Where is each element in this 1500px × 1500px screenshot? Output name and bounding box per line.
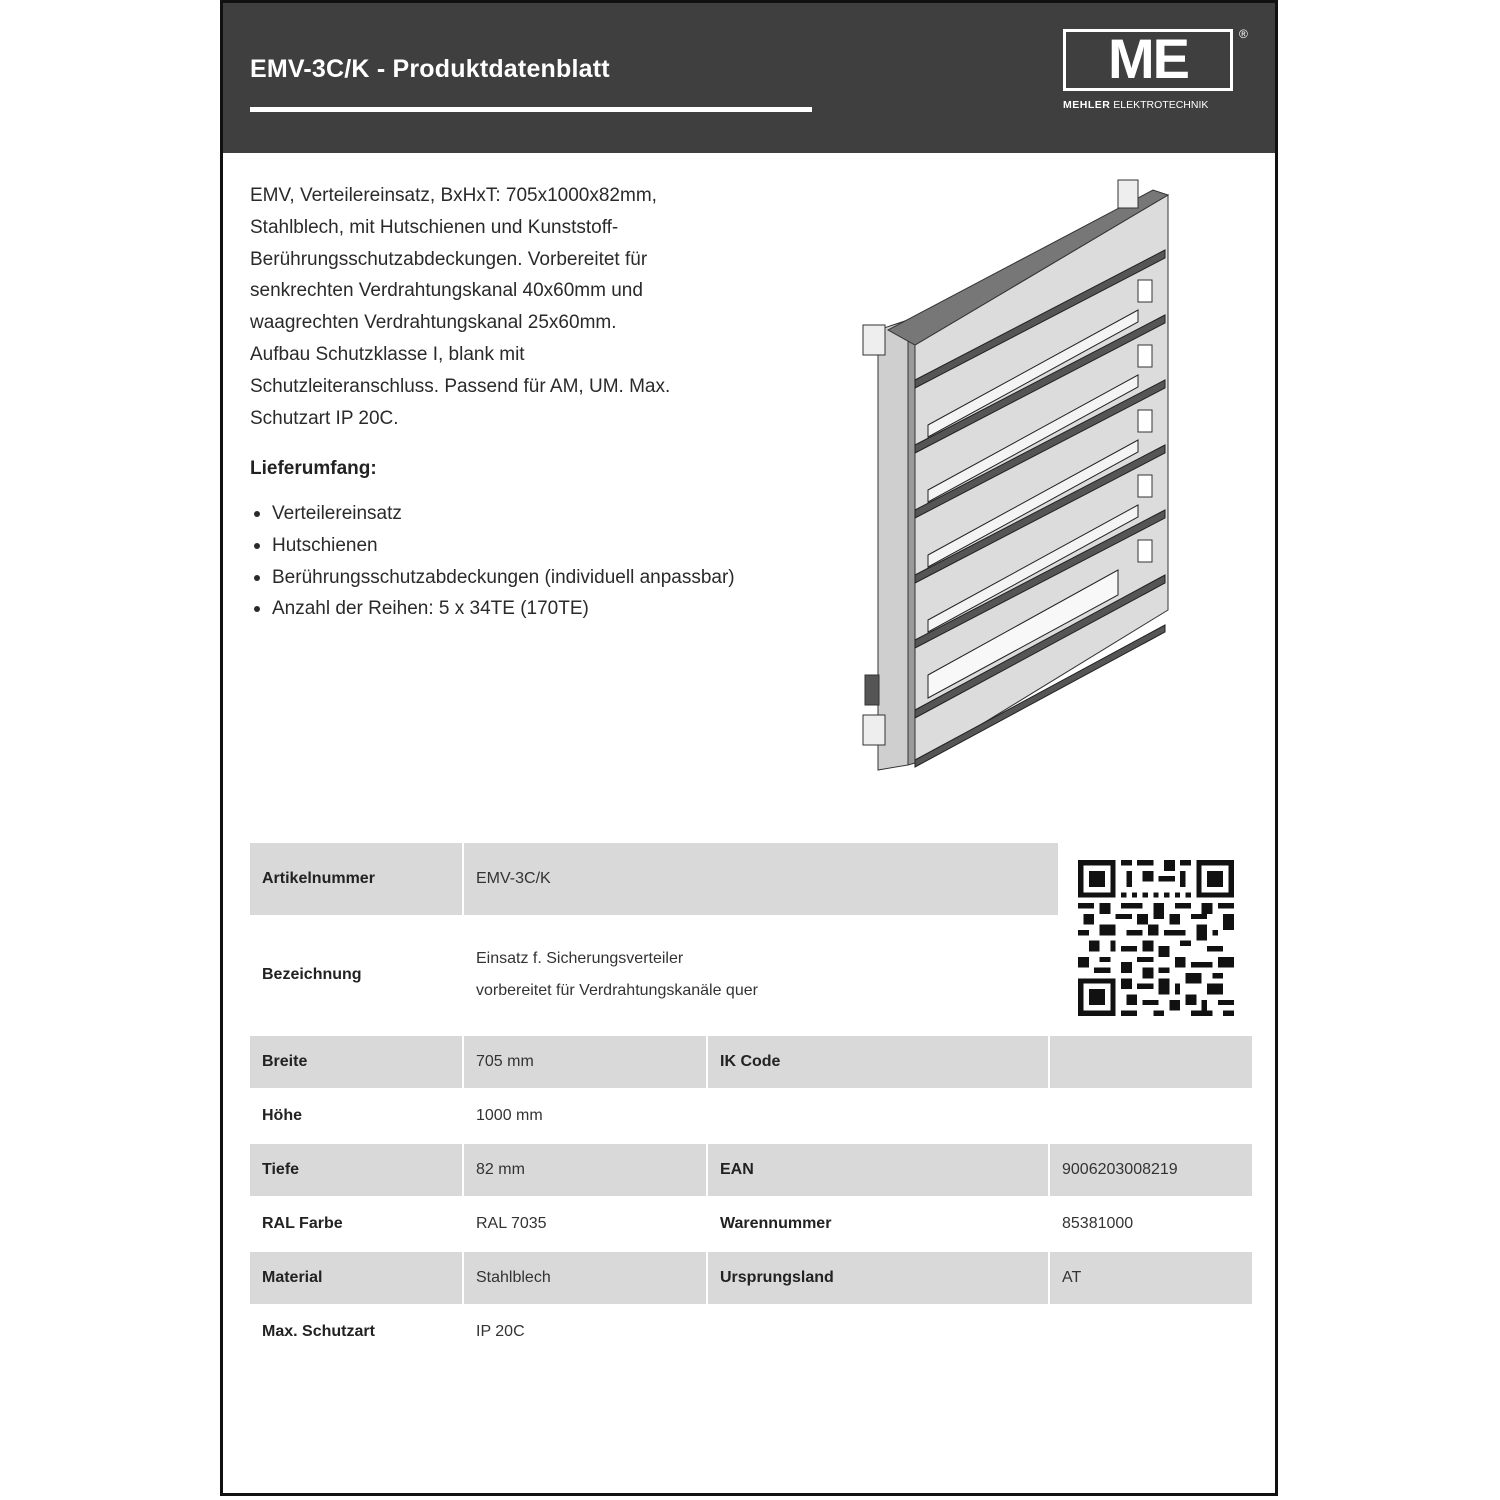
value-max-schutzart: IP 20C (476, 1323, 525, 1340)
spec-row-ral-farbe (250, 1198, 1252, 1250)
label-material: Material (250, 1252, 462, 1304)
label-tiefe: Tiefe (250, 1144, 462, 1196)
description-line: Aufbau Schutzklasse I, blank mit (250, 343, 525, 365)
label-hoehe: Höhe (262, 1107, 302, 1124)
description-line: EMV, Verteilereinsatz, BxHxT: 705x1000x82mm, (250, 185, 657, 206)
mehler-logo (1063, 27, 1248, 117)
value-bezeichnung (464, 915, 1058, 1035)
bezeichnung-line: Einsatz f. Sicherungsverteiler (476, 950, 684, 967)
qr-code (1078, 860, 1234, 1016)
description-line: senkrechten Verdrahtungskanal 40x60mm und (250, 280, 643, 302)
spec-row-schutzart (250, 1306, 1252, 1358)
label-max-schutzart: Max. Schutzart (262, 1323, 375, 1340)
scope-item: Verteilereinsatz (250, 498, 750, 530)
scope-item: Hutschienen (250, 530, 750, 562)
value-ean: 9006203008219 (1050, 1144, 1252, 1196)
spec-row-tiefe (250, 1144, 1252, 1196)
label-artikelnummer: Artikelnummer (250, 843, 462, 915)
spec-row-breite (250, 1036, 1252, 1088)
page-title: EMV-3C/K - Produktdatenblatt (250, 55, 610, 83)
product-description (250, 180, 745, 434)
label-warennummer: Warennummer (720, 1215, 832, 1232)
scope-list (250, 498, 750, 625)
description-line: Schutzart IP 20C. (250, 407, 399, 429)
value-tiefe: 82 mm (464, 1144, 706, 1196)
title-underline (250, 107, 812, 112)
description-line: Schutzleiteranschluss. Passend für AM, UM. Max. (250, 375, 671, 397)
spec-row-hoehe (250, 1090, 1252, 1142)
value-warennummer: 85381000 (1062, 1215, 1134, 1232)
label-ral-farbe: RAL Farbe (262, 1215, 343, 1232)
scope-item: Anzahl der Reihen: 5 x 34TE (170TE) (250, 593, 750, 625)
description-line: waagrechten Verdrahtungskanal 25x60mm. (250, 312, 617, 334)
bezeichnung-line: vorbereitet für Verdrahtungskanäle quer (476, 982, 758, 999)
spec-grid (250, 1036, 1252, 1366)
value-ik-code (1050, 1036, 1252, 1088)
label-ean: EAN (708, 1144, 1048, 1196)
value-material: Stahlblech (464, 1252, 706, 1304)
spec-row-material (250, 1252, 1252, 1304)
label-breite: Breite (250, 1036, 462, 1088)
value-breite: 705 mm (464, 1036, 706, 1088)
logo-brand: MEHLER (1063, 99, 1111, 111)
scope-heading: Lieferumfang: (250, 458, 377, 479)
logo-subtitle (1063, 99, 1208, 111)
datasheet-page (220, 0, 1278, 1496)
logo-letters: ME (1108, 27, 1188, 90)
description-line: Berührungsschutzabdeckungen. Vorbereitet für (250, 248, 648, 270)
value-ursprungsland: AT (1050, 1252, 1252, 1304)
description-line: Stahlblech, mit Hutschienen und Kunststoff- (250, 216, 619, 238)
header-bar (223, 0, 1275, 153)
label-ik-code: IK Code (708, 1036, 1048, 1088)
value-hoehe: 1000 mm (476, 1107, 543, 1124)
value-artikelnummer: EMV-3C/K (464, 843, 1058, 915)
value-ral-farbe: RAL 7035 (476, 1215, 547, 1232)
label-ursprungsland: Ursprungsland (708, 1252, 1048, 1304)
scope-item: Berührungsschutzabdeckungen (individuell anpassbar) (250, 562, 750, 594)
registered-mark: ® (1239, 27, 1248, 41)
logo-tagline: ELEKTROTECHNIK (1113, 99, 1209, 111)
product-illustration (853, 170, 1183, 780)
label-bezeichnung: Bezeichnung (262, 966, 362, 983)
